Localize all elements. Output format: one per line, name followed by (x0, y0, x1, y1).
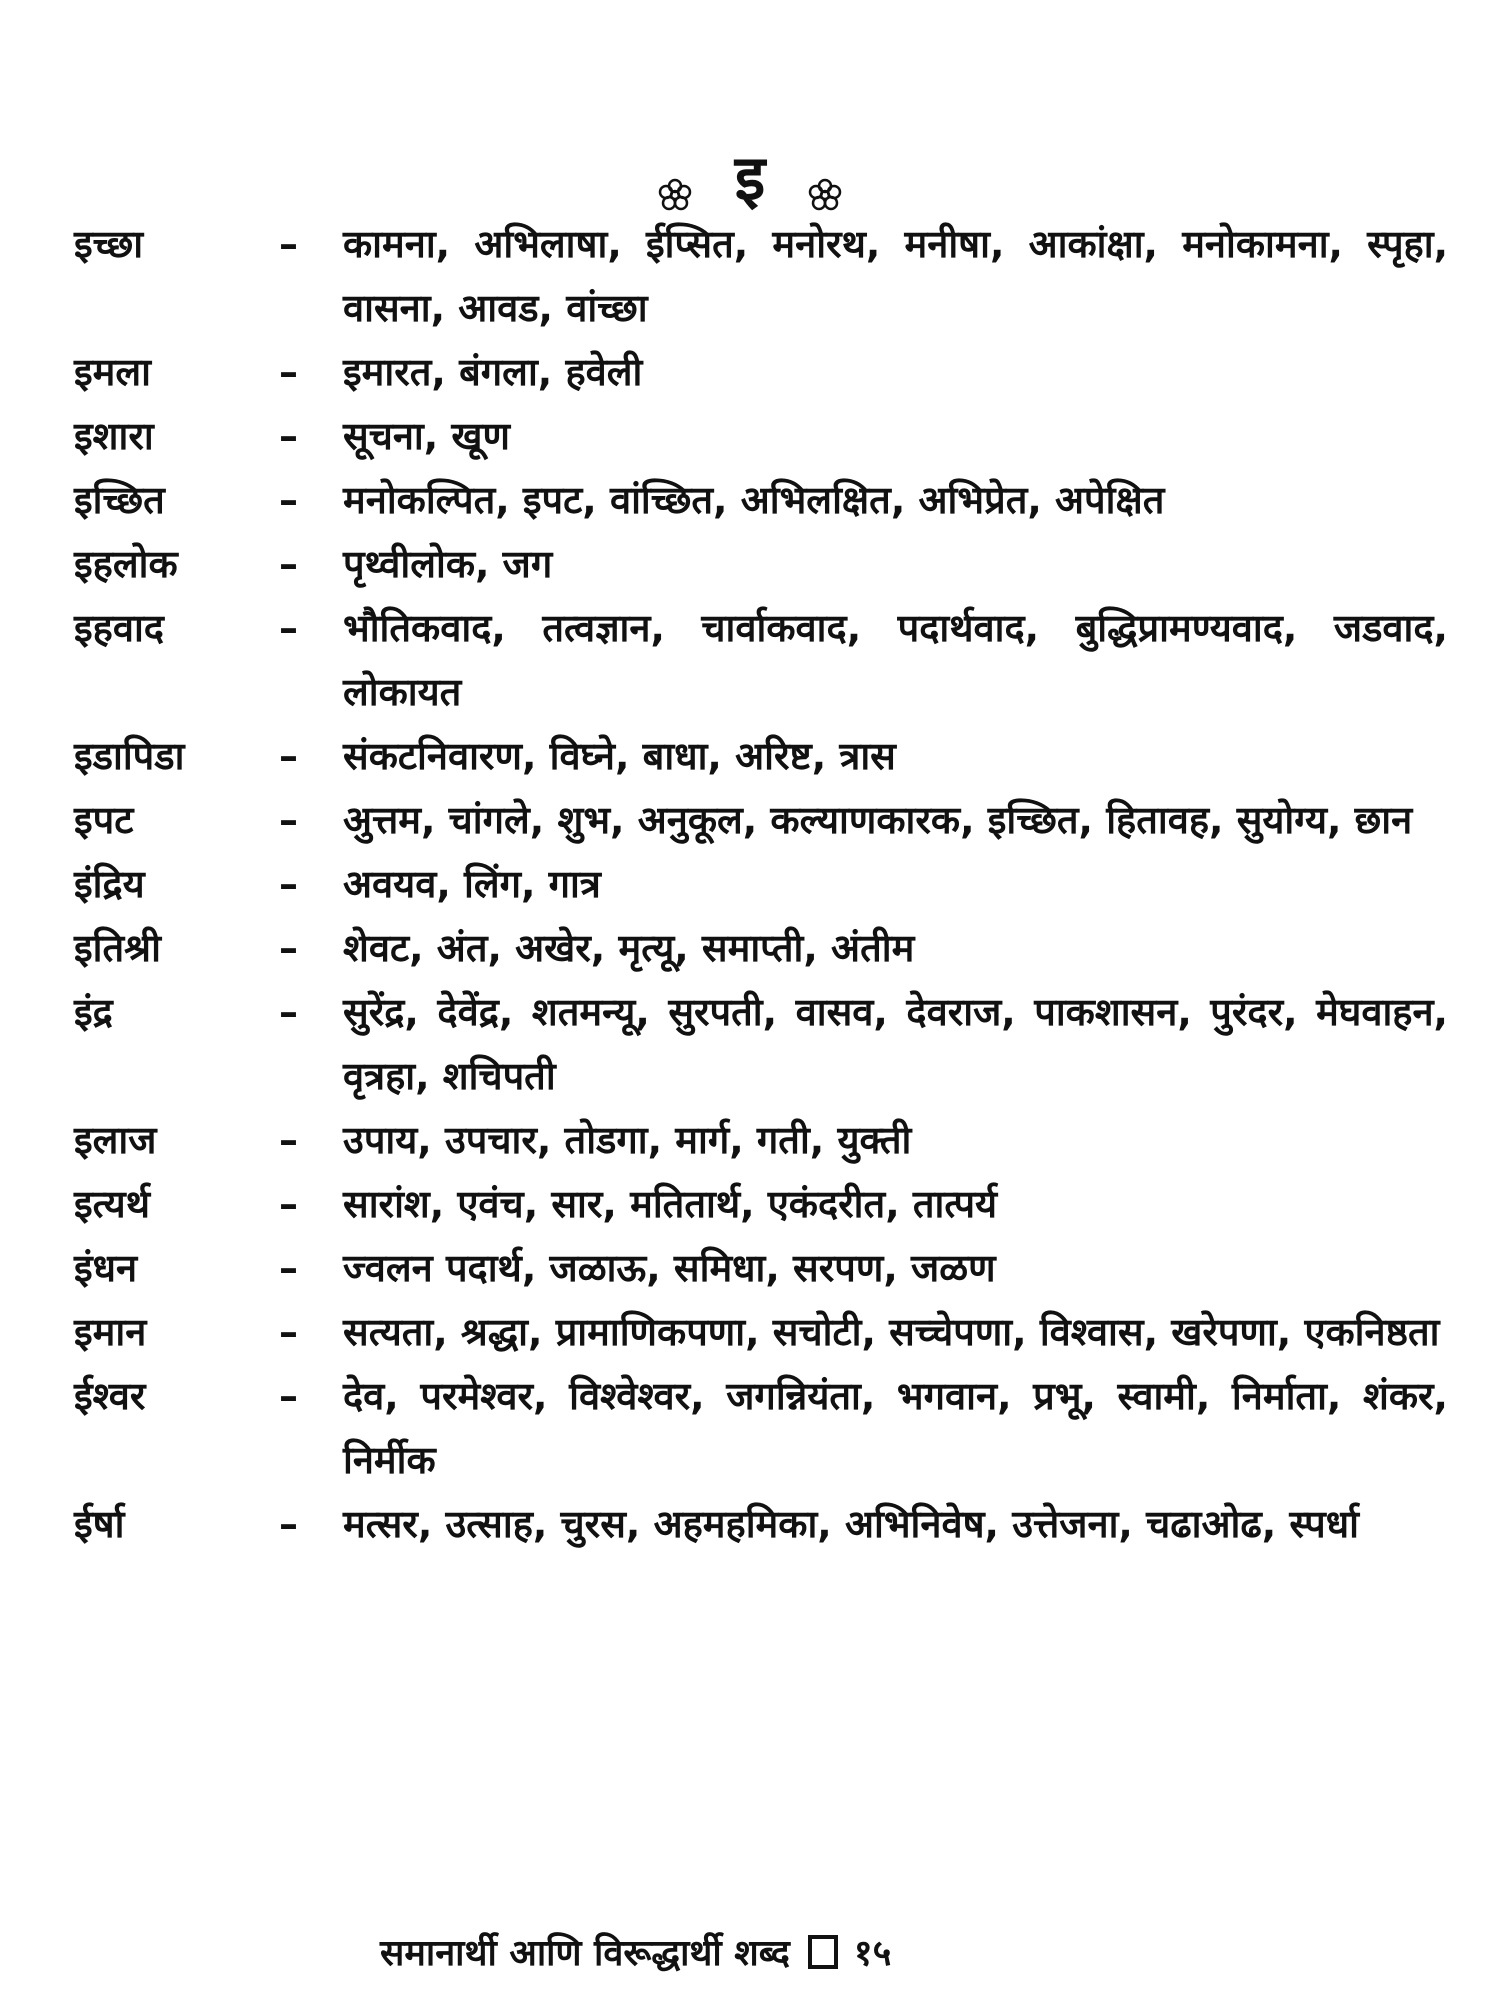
square-box-icon (808, 1935, 838, 1969)
headword: इच्छा (74, 222, 144, 266)
separator-dash: – (279, 414, 298, 458)
synonym-list: सत्यता, श्रद्धा, प्रामाणिकपणा, सचोटी, सच्चेपणा, विश्वास, खरेपणा, एकनिष्ठता (343, 1310, 1440, 1354)
separator-dash: – (279, 990, 298, 1034)
entry-row (74, 1300, 1454, 1364)
entry-row (74, 1172, 1454, 1236)
entry-row (74, 1236, 1454, 1300)
separator-dash: – (279, 1502, 298, 1546)
headword: इत्यर्थ (74, 1182, 151, 1226)
synonym-list: देव, परमेश्वर, विश्वेश्वर, जगन्नियंता, भगवान, प्रभू, स्वामी, निर्माता, शंकर, निर्मीक (343, 1374, 1448, 1482)
page-footer (380, 1930, 1280, 1978)
separator-dash: – (279, 606, 298, 650)
separator-dash: – (279, 222, 298, 266)
entry-row (74, 468, 1454, 532)
synonym-list: अुत्तम, चांगले, शुभ, अनुकूल, कल्याणकारक, इच्छित, हितावह, सुयोग्य, छान (343, 798, 1413, 842)
separator-dash: – (279, 350, 298, 394)
section-heading (0, 140, 1500, 213)
entry-row (74, 788, 1454, 852)
synonym-list: कामना, अभिलाषा, ईप्सित, मनोरथ, मनीषा, आकांक्षा, मनोकामना, स्पृहा, वासना, आवड, वांच्छा (343, 222, 1448, 330)
entry-row (74, 404, 1454, 468)
section-letter: इ (734, 140, 766, 214)
headword: इच्छित (74, 478, 165, 522)
entry-row (74, 596, 1454, 724)
separator-dash: – (279, 862, 298, 906)
separator-dash: – (279, 1182, 298, 1226)
synonym-list: सुरेंद्र, देवेंद्र, शतमन्यू, सुरपती, वासव, देवराज, पाकशासन, पुरंदर, मेघवाहन, वृत्रहा, शचिपती (343, 990, 1448, 1098)
synonym-list: संकटनिवारण, विघ्ने, बाधा, अरिष्ट, त्रास (343, 734, 896, 778)
headword: इशारा (74, 414, 154, 458)
synonym-list: मनोकल्पित, इपट, वांच्छित, अभिलक्षित, अभिप्रेत, अपेक्षित (343, 478, 1165, 522)
separator-dash: – (279, 542, 298, 586)
headword: ईर्षा (74, 1502, 125, 1546)
entry-row (74, 980, 1454, 1108)
headword: इपट (74, 798, 134, 842)
synonym-list: इमारत, बंगला, हवेली (343, 350, 643, 394)
entry-row (74, 212, 1454, 340)
headword: इंद्रिय (74, 862, 145, 906)
separator-dash: – (279, 478, 298, 522)
headword: इलाज (74, 1118, 157, 1162)
book-title: समानार्थी आणि विरूद्धार्थी शब्द (380, 1933, 790, 1974)
separator-dash: – (279, 1310, 298, 1354)
headword: इतिश्री (74, 926, 161, 970)
separator-dash: – (279, 1118, 298, 1162)
synonym-list: मत्सर, उत्साह, चुरस, अहमहमिका, अभिनिवेष, उत्तेजना, चढाओढ, स्पर्धा (343, 1502, 1359, 1546)
page-number: १५ (853, 1933, 892, 1974)
flower-ornament-icon (657, 160, 693, 196)
entry-row (74, 852, 1454, 916)
entry-list (74, 212, 1454, 1556)
synonym-list: भौतिकवाद, तत्वज्ञान, चार्वाकवाद, पदार्थवाद, बुद्धिप्रामण्यवाद, जडवाद, लोकायत (343, 606, 1448, 714)
synonym-list: पृथ्वीलोक, जग (343, 542, 553, 586)
separator-dash: – (279, 734, 298, 778)
flower-ornament-icon (807, 160, 843, 196)
headword: इहलोक (74, 542, 178, 586)
separator-dash: – (279, 926, 298, 970)
entry-row (74, 532, 1454, 596)
headword: इहवाद (74, 606, 164, 650)
synonym-list: सारांश, एवंच, सार, मतितार्थ, एकंदरीत, तात्पर्य (343, 1182, 998, 1226)
entry-row (74, 340, 1454, 404)
synonym-list: ज्वलन पदार्थ, जळाऊ, समिधा, सरपण, जळण (343, 1246, 996, 1290)
headword: ईश्वर (74, 1374, 146, 1418)
headword: इमला (74, 350, 151, 394)
entry-row (74, 1492, 1454, 1556)
separator-dash: – (279, 798, 298, 842)
headword: इडापिडा (74, 734, 185, 778)
synonym-list: अवयव, लिंग, गात्र (343, 862, 601, 906)
headword: इमान (74, 1310, 147, 1354)
synonym-list: शेवट, अंत, अखेर, मृत्यू, समाप्ती, अंतीम (343, 926, 915, 970)
synonym-list: सूचना, खूण (343, 414, 510, 458)
separator-dash: – (279, 1374, 298, 1418)
entry-row (74, 1364, 1454, 1492)
headword: इंद्र (74, 990, 113, 1034)
entry-row (74, 1108, 1454, 1172)
entry-row (74, 916, 1454, 980)
synonym-list: उपाय, उपचार, तोडगा, मार्ग, गती, युक्ती (343, 1118, 912, 1162)
headword: इंधन (74, 1246, 138, 1290)
separator-dash: – (279, 1246, 298, 1290)
entry-row (74, 724, 1454, 788)
